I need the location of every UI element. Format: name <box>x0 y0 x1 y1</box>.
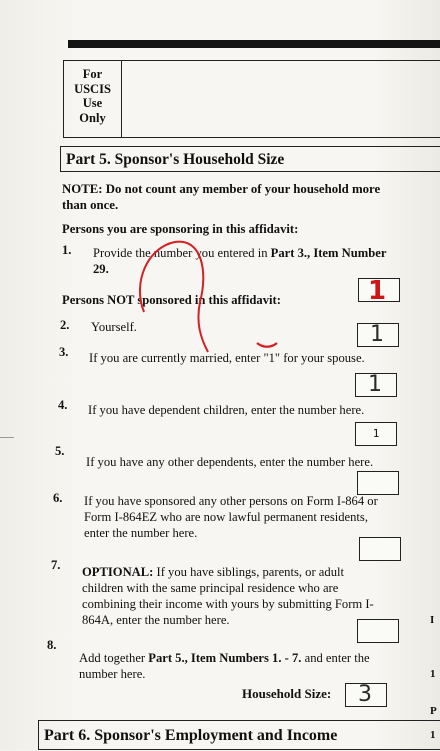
item-5-field[interactable] <box>357 471 399 495</box>
part6-header: Part 6. Sponsor's Employment and Income <box>38 720 440 750</box>
left-margin-mark <box>0 437 14 438</box>
item-3-number: 3. <box>59 345 69 359</box>
item-3-text: If you are currently married, enter "1" for your spouse. <box>89 351 365 365</box>
not-sponsored-heading: Persons NOT sponsored in this affidavit: <box>62 293 281 307</box>
item-2-text: Yourself. <box>91 320 137 334</box>
item-1-number: 1. <box>62 243 72 257</box>
uscis-use-only-box <box>63 60 440 138</box>
household-size-field[interactable] <box>345 683 387 707</box>
item-7-text: OPTIONAL: If you have siblings, parents, or adult children with the same principal residence who are combining their income with yours by submitting Form I-864A, enter the number here. <box>82 565 374 627</box>
item-7-field[interactable] <box>357 619 399 643</box>
part5-header: Part 5. Sponsor's Household Size <box>60 146 440 172</box>
item-6-number: 6. <box>53 491 63 505</box>
edge-mark-4: 1 <box>430 729 436 741</box>
item-4-number: 4. <box>58 398 68 412</box>
item-5-number: 5. <box>55 444 65 458</box>
edge-mark-2: 1 <box>430 668 436 680</box>
household-size-handwritten-value: 3 <box>358 682 372 707</box>
item-1-handwritten-value: 1 <box>368 276 387 306</box>
item-5-text: If you have any other dependents, enter the number here. <box>86 455 374 469</box>
item-6-text: If you have sponsored any other persons on Form I-864 or Form I-864EZ who are now lawful permanent residents, enter the number here. <box>84 494 378 540</box>
note-text: Do not count any member of your household more than once. <box>62 182 381 212</box>
item-2-number: 2. <box>60 318 70 332</box>
item-4-value: 1 <box>372 427 380 440</box>
item-7-number: 7. <box>51 558 61 572</box>
item-3-field[interactable] <box>355 373 397 397</box>
item-2-field[interactable] <box>357 323 399 347</box>
edge-mark-3: P <box>430 705 437 717</box>
item-8-number: 8. <box>47 638 57 652</box>
item-3-handwritten-value: 1 <box>368 372 382 397</box>
uscis-label: For USCIS Use Only <box>64 61 122 137</box>
item-2-handwritten-value: 1 <box>370 322 384 347</box>
handwritten-red-dash <box>255 340 279 350</box>
item-6-field[interactable] <box>359 537 401 561</box>
item-4-field[interactable] <box>355 422 397 446</box>
item-8-text: Add together Part 5., Item Numbers 1. - 7. and enter the number here. <box>79 651 370 681</box>
note <box>62 181 402 213</box>
sponsoring-heading: Persons you are sponsoring in this affidavit: <box>62 222 299 236</box>
edge-mark-1: I <box>430 614 435 626</box>
item-1-text: Provide the number you entered in Part 3., Item Number 29. <box>93 246 387 276</box>
note-label: NOTE: <box>62 182 103 196</box>
household-size-label: Household Size: <box>242 686 332 701</box>
item-4-text: If you have dependent children, enter the number here. <box>88 403 365 417</box>
header-rule <box>68 40 440 48</box>
item-1-field[interactable] <box>358 276 400 306</box>
handwritten-red-arc <box>130 232 220 362</box>
